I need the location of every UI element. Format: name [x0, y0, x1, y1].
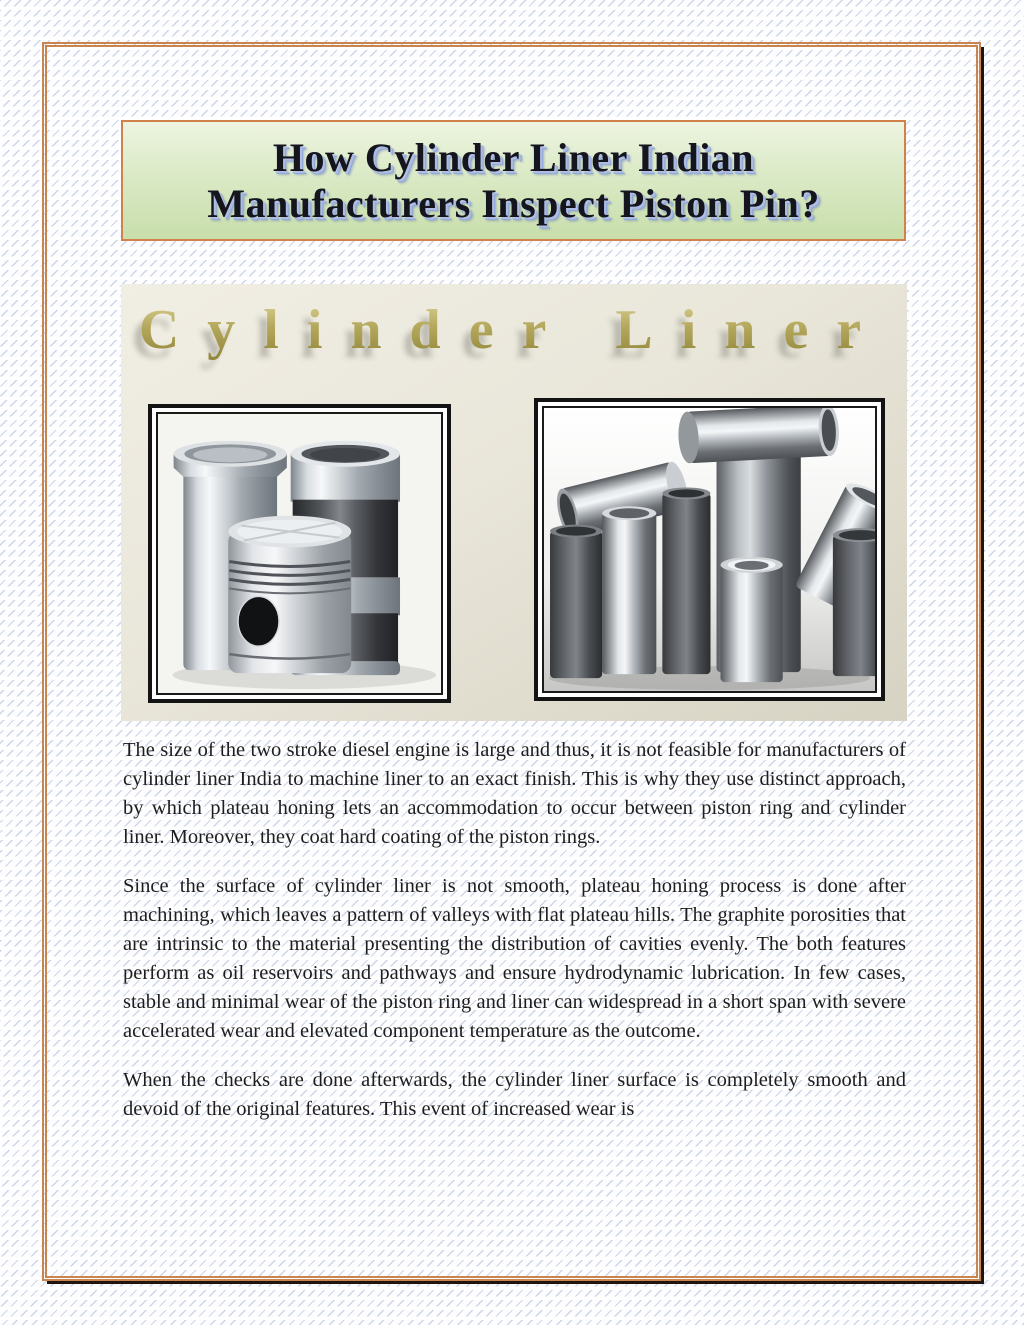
article-body: [123, 736, 906, 1144]
photo-cylinder-liners-piston: [148, 404, 451, 703]
paragraph-3: When the checks are done afterwards, the cylinder liner surface is completely smooth and devoid of the original features. This event of increased wear is: [123, 1069, 906, 1120]
photo-cylinder-liners-piston-inner: [156, 412, 443, 695]
page-title-line-1: How Cylinder Liner Indian: [272, 135, 755, 180]
title-box: [121, 120, 906, 241]
liner-sleeve-set-illustration: [544, 408, 875, 691]
photo-liner-sleeve-set-inner: [542, 406, 877, 693]
hero-image: [121, 284, 907, 721]
paragraph-2: Since the surface of cylinder liner is not smooth, plateau honing process is done after machining, which leaves a pattern of valleys with flat plateau hills. The graphite porosities that are intrinsic to the material presenting the distribution of cavities evenly. The both features perform as oil reservoirs and pathways and ensure hydrodynamic lubrication. In few cases, stable and minimal wear of the piston ring and liner can widespread in a short span with severe accelerated wear and elevated component temperature as the outcome.: [123, 875, 906, 1042]
hero-caption: Cylinder Liner: [121, 298, 907, 362]
cylinder-liners-piston-illustration: [158, 414, 441, 693]
photo-liner-sleeve-set: [534, 398, 885, 701]
paragraph-1: The size of the two stroke diesel engine is large and thus, it is not feasible for manufacturers of cylinder liner India to machine liner to an exact finish. This is why they use distinct approach, by which plateau honing lets an accommodation to occur between piston ring and cylinder liner. Moreover, they coat hard coating of the piston rings.: [123, 739, 906, 848]
page-border-frame: [42, 42, 981, 1281]
page-title-line-2: Manufacturers Inspect Piston Pin?: [207, 181, 820, 226]
